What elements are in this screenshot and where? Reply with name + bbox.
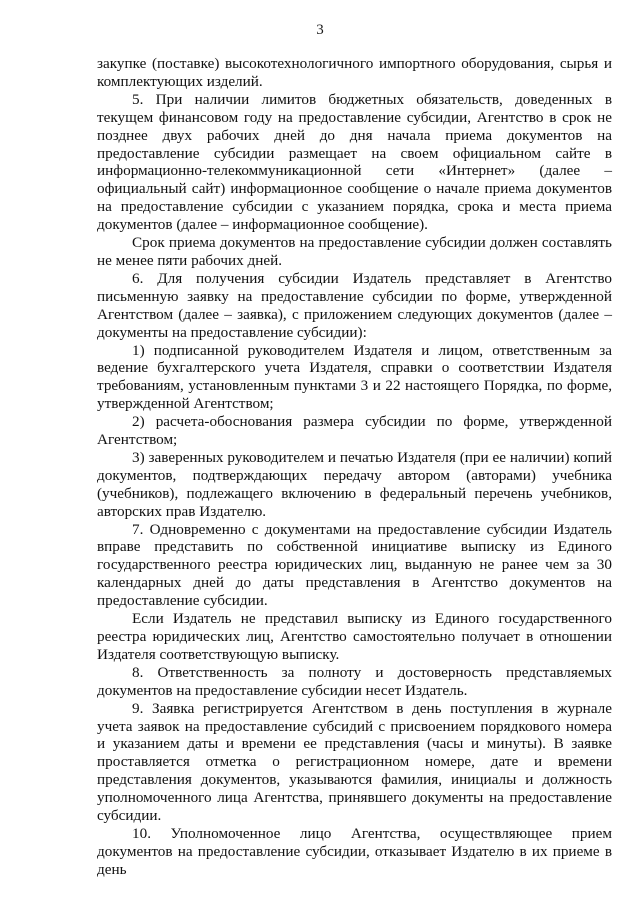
paragraph-item-8: 8. Ответственность за полноту и достоверность представляемых документов на предоставление субсидии несет Издатель. (97, 663, 612, 699)
paragraph-extract: Если Издатель не представил выписку из Единого государственного реестра юридических лиц, Агентство самостоятельно получает в отношении Издателя соответствующую выписку. (97, 610, 612, 663)
paragraph-continuation: закупке (поставке) высокотехнологичного импортного оборудования, сырья и комплектующих изделий. (97, 55, 612, 90)
paragraph-subitem-3: 3) заверенных руководителем и печатью Издателя (при ее наличии) копий документов, подтверждающих передачу автором (авторами) учебника (учебников), подлежащего включению в федеральный перечень учебников, авторских прав Издателю. (97, 448, 612, 520)
paragraph-subitem-2: 2) расчета-обоснования размера субсидии по форме, утвержденной Агентством; (97, 413, 612, 449)
paragraph-deadline: Срок приема документов на предоставление субсидии должен составлять не менее пяти рабочих дней. (97, 234, 612, 269)
document-body (97, 55, 612, 879)
paragraph-item-5: 5. При наличии лимитов бюджетных обязательств, доведенных в текущем финансовом году на предоставление субсидии, Агентство в срок не позднее двух рабочих дней до дня начала приема документов на предоставление субсидии размещает на своем официальном сайте в информационно-телекоммуникационной сети «Интернет» (далее – официальный сайт) информационное сообщение о начале приема документов на предоставление субсидии с указанием порядка, срока и места приема документов (далее – информационное сообщение). (97, 90, 612, 234)
page-number: 3 (316, 22, 324, 38)
paragraph-item-6: 6. Для получения субсидии Издатель представляет в Агентство письменную заявку на предоставление субсидии по форме, утвержденной Агентством (далее – заявка), с приложением следующих документов (далее – документы на предоставление субсидии): (97, 269, 612, 341)
paragraph-item-7: 7. Одновременно с документами на предоставление субсидии Издатель вправе представить по собственной инициативе выписку из Единого государственного реестра юридических лиц, выданную не ранее чем за 30 календарных дней до даты представления в Агентство документов на предоставление субсидии. (97, 520, 612, 610)
paragraph-item-10: 10. Уполномоченное лицо Агентства, осуществляющее прием документов на предоставление субсидии, отказывает Издателю в их приеме в день (97, 824, 612, 878)
paragraph-item-9: 9. Заявка регистрируется Агентством в день поступления в журнале учета заявок на предоставление субсидий с присвоением порядкового номера и указанием даты и времени ее представления (часы и минуты). В заявке проставляется отметка о регистрационном номере, дате и времени представления документов, указываются фамилия, инициалы и должность уполномоченного лица Агентства, принявшего документы на предоставление субсидии. (97, 699, 612, 825)
paragraph-subitem-1: 1) подписанной руководителем Издателя и лицом, ответственным за ведение бухгалтерского учета Издателя, справки о соответствии Издателя требованиям, установленным пунктами 3 и 22 настоящего Порядка, по форме, утвержденной Агентством; (97, 341, 612, 413)
